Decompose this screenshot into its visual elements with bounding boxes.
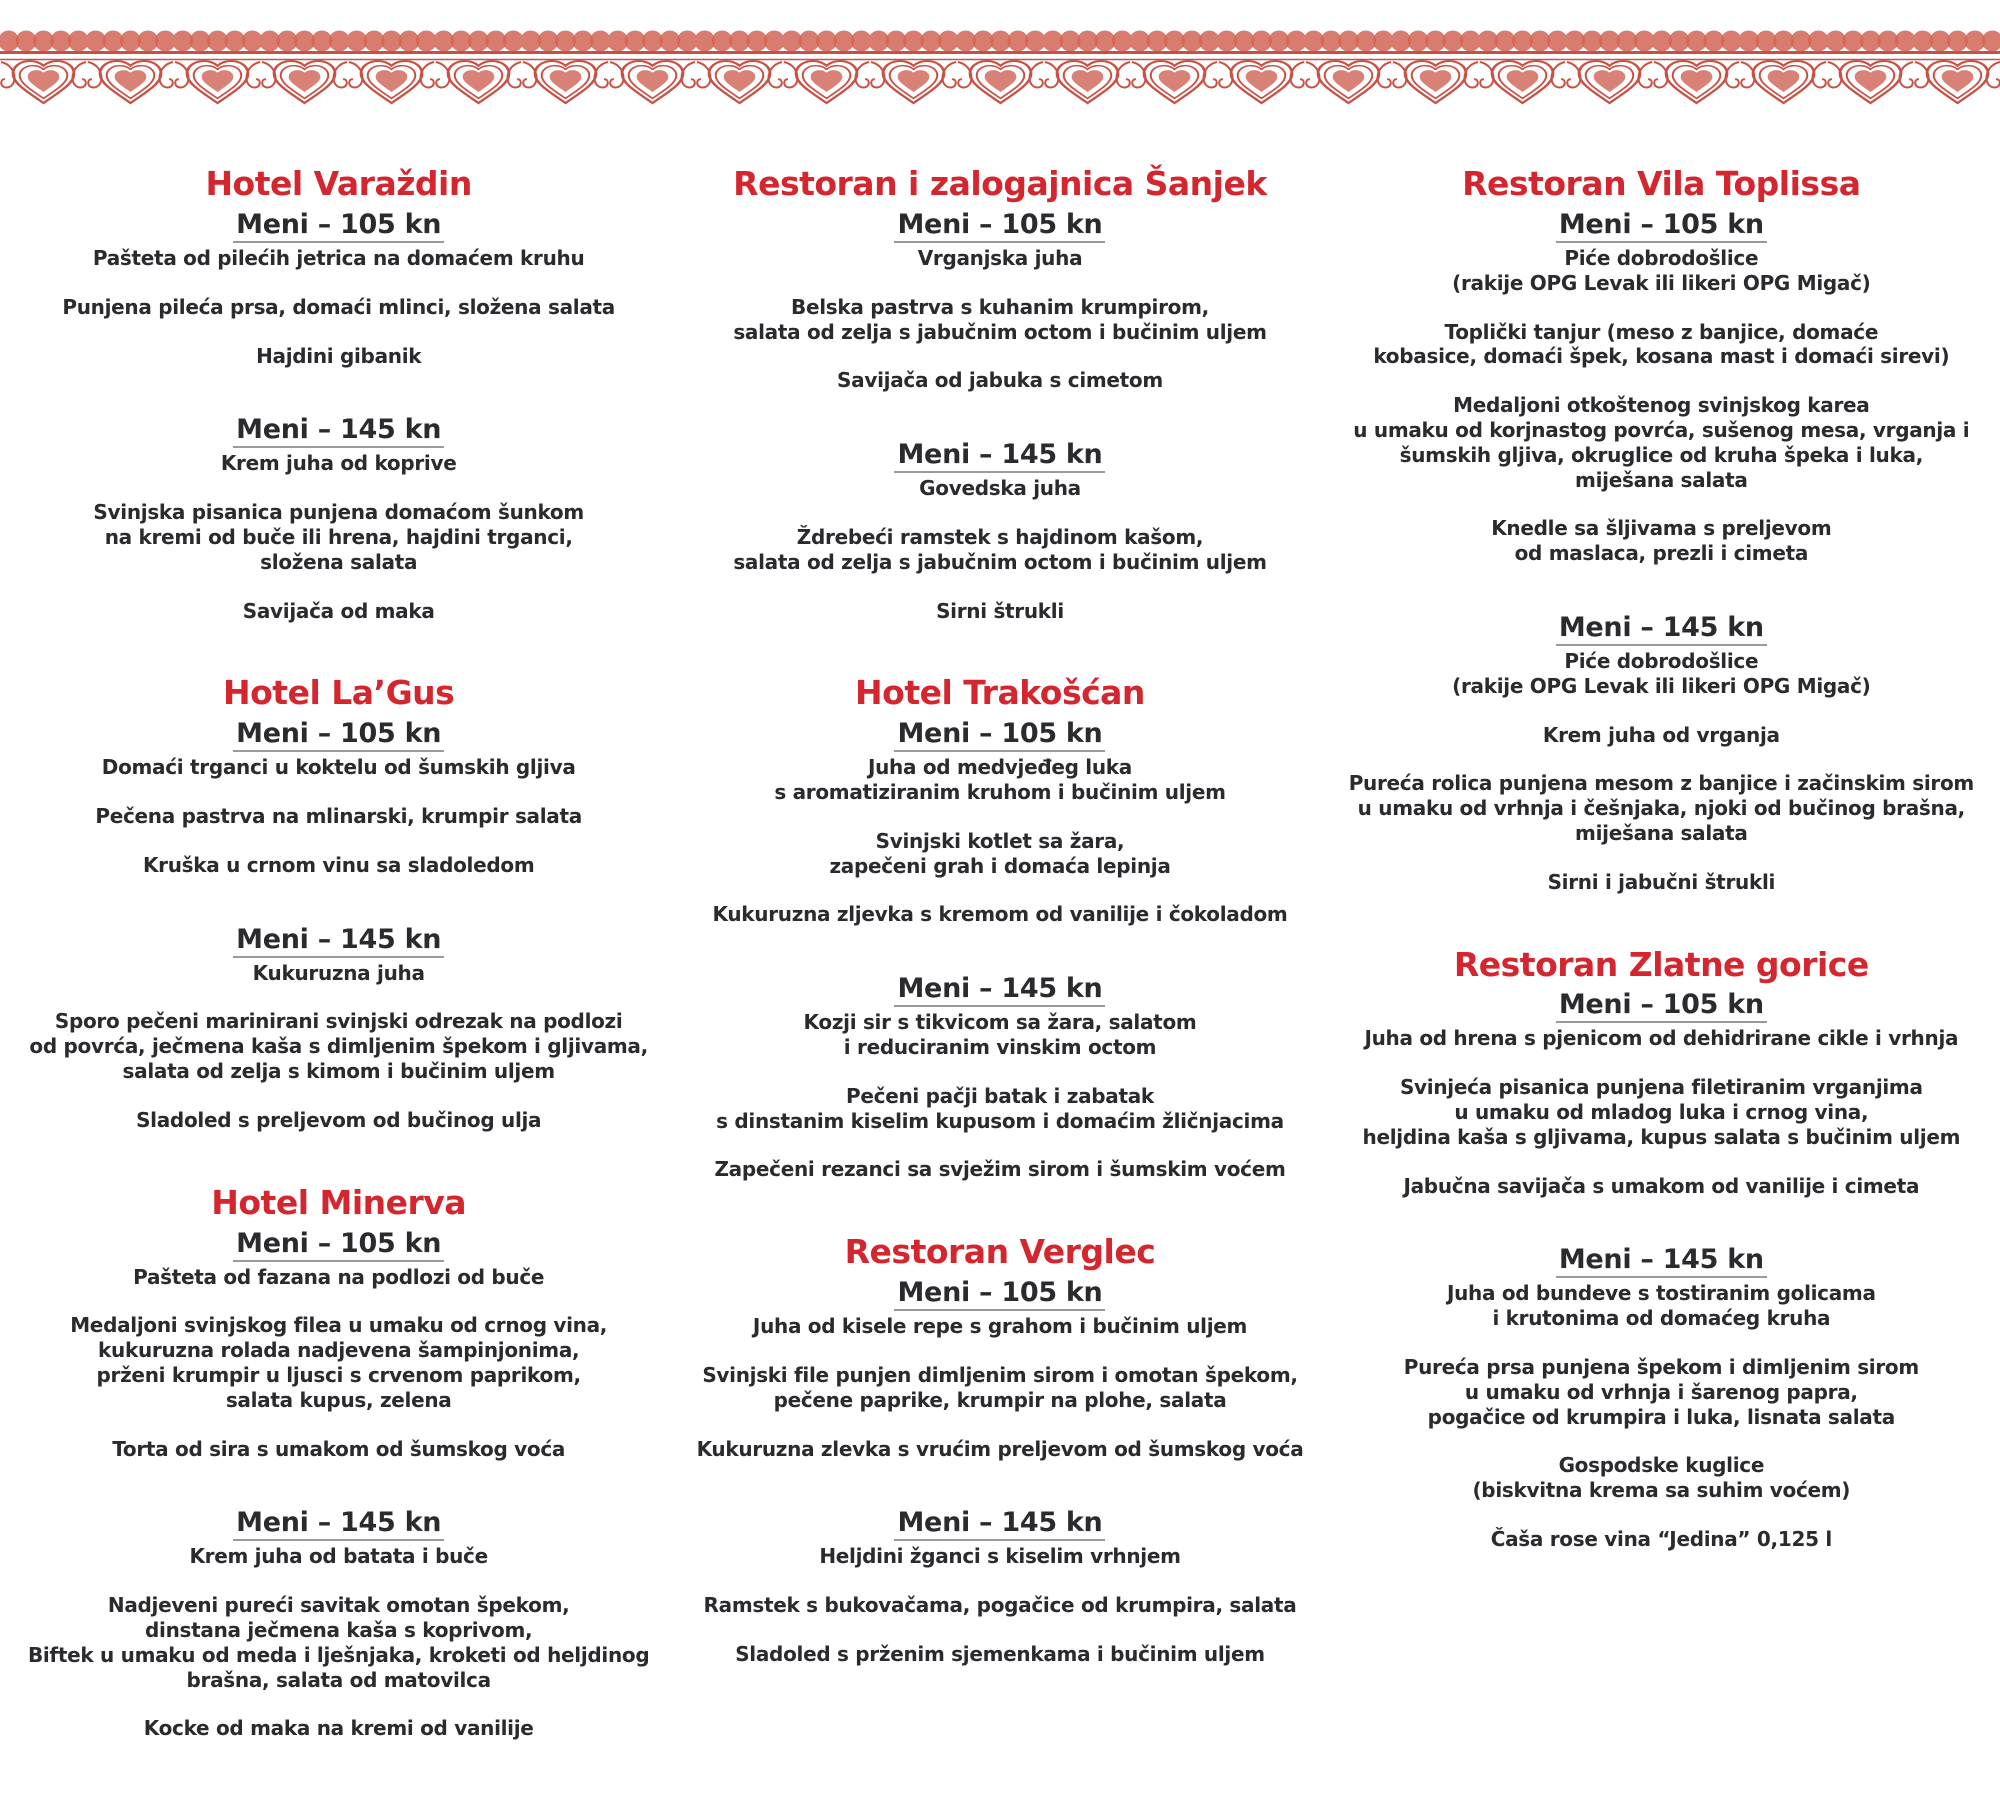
restaurant-section	[22, 675, 655, 1132]
menu-block	[22, 209, 655, 368]
menu-price-header	[1345, 612, 1978, 643]
dish-item: Kukuruzna zlevka s vrućim preljevom od šumskog voća	[696, 1436, 1304, 1461]
dish-item: Jabučna savijača s umakom od vanilije i cimeta	[1403, 1173, 1920, 1198]
dish-item: Sirni štrukli	[936, 598, 1064, 623]
dish-item: Kocke od maka na kremi od vanilije	[143, 1716, 534, 1741]
dish-item: Pureća prsa punjena špekom i dimljenim sirom u umaku od vrhnja i šarenog papra, pogačice od krumpira i luka, lisnata salata	[1403, 1355, 1919, 1429]
dish-item: Svinjeća pisanica punjena filetiranim vrganjima u umaku od mladog luka i crnog vina, heljdina kaša s gljivama, kupus salata s bučinim uljem	[1362, 1075, 1961, 1149]
dish-item: Svinjski file punjen dimljenim sirom i omotan špekom, pečene paprike, krumpir na plohe, salata	[702, 1363, 1298, 1412]
menu-price-label: Meni – 105 kn	[233, 209, 444, 243]
dish-item: Čaša rose vina “Jedina” 0,125 l	[1490, 1527, 1832, 1552]
dish-item: Sladoled s preljevom od bučinog ulja	[136, 1107, 542, 1132]
menu-price-label: Meni – 145 kn	[233, 1507, 444, 1541]
dish-item: Pureća rolica punjena mesom z banjice i začinskim sirom u umaku od vrhnja i češnjaka, njoki od bučinog brašna, miješana salata	[1348, 771, 1974, 845]
dish-item: Krem juha od batata i buče	[189, 1544, 488, 1569]
menu-price-label: Meni – 105 kn	[233, 718, 444, 752]
menu-price-label: Meni – 145 kn	[1556, 1244, 1767, 1278]
menu-price-header	[683, 718, 1316, 749]
menu-block	[22, 414, 655, 623]
restaurant-section	[683, 166, 1316, 623]
dish-item: Domaći trganci u koktelu od šumskih gljiva	[101, 755, 576, 780]
menu-block	[22, 718, 655, 877]
menu-price-header	[22, 1507, 655, 1538]
menu-block	[683, 1507, 1316, 1666]
dish-item: Piće dobrodošlice (rakije OPG Levak ili likeri OPG Migač)	[1452, 648, 1871, 698]
dish-item: Govedska juha	[919, 476, 1081, 501]
dish-item: Punjena pileća prsa, domaći mlinci, složena salata	[62, 294, 615, 319]
dish-item: Heljdini žganci s kiselim vrhnjem	[819, 1544, 1181, 1569]
menu-price-header	[22, 209, 655, 240]
menu-block	[1345, 209, 1978, 566]
menu-price-label: Meni – 105 kn	[894, 209, 1105, 243]
menu-price-header	[22, 414, 655, 445]
restaurant-section	[22, 1182, 655, 1742]
dish-item: Krem juha od koprive	[220, 451, 457, 476]
dish-item: Savijača od jabuka s cimetom	[837, 368, 1163, 393]
dish-item: Krem juha od vrganja	[1542, 722, 1780, 747]
restaurant-title: Restoran Vila Toplissa	[1462, 164, 1861, 203]
menu-block	[22, 924, 655, 1133]
menu-block	[1345, 989, 1978, 1198]
dish-item: Svinjski kotlet sa žara, zapečeni grah i domaća lepinja	[829, 828, 1171, 878]
dish-item: Medaljoni otkoštenog svinjskog karea u umaku od korjnastog povrća, sušenog mesa, vrganja i šumskih gljiva, okruglice od kruha špeka i luka, miješana salata	[1353, 393, 1970, 492]
dish-item: Kozji sir s tikvicom sa žara, salatom i reduciranim vinskim octom	[803, 1010, 1197, 1060]
dish-item: Kukuruzna zljevka s kremom od vanilije i čokoladom	[712, 902, 1288, 927]
menu-price-header	[683, 439, 1316, 470]
dish-item: Pečeni pačji batak i zabatak s dinstanim kiselim kupusom i domaćim žličnjacima	[716, 1083, 1284, 1133]
menu-column-1	[8, 110, 669, 1793]
menu-block	[683, 209, 1316, 393]
menu-price-label: Meni – 145 kn	[894, 1507, 1105, 1541]
dish-item: Sporo pečeni marinirani svinjski odrezak na podlozi od povrća, ječmena kaša s dimljenim špekom i gljivama, salata od zelja s kimom i bučinim uljem	[29, 1009, 648, 1084]
menu-price-label: Meni – 145 kn	[233, 414, 444, 448]
restaurant-title: Hotel La’Gus	[223, 673, 455, 713]
menu-price-label: Meni – 145 kn	[1556, 612, 1767, 646]
menu-block	[683, 439, 1316, 623]
dish-item: Kukuruzna juha	[252, 960, 425, 985]
menu-block	[1345, 612, 1978, 895]
dish-item: Gospodske kuglice (biskvitna krema sa suhim voćem)	[1472, 1453, 1851, 1503]
menu-price-label: Meni – 105 kn	[894, 718, 1105, 752]
restaurant-section	[1345, 166, 1978, 895]
dish-item: Juha od medvjeđeg luka s aromatiziranim kruhom i bučinim uljem	[774, 755, 1226, 805]
dish-item: Piće dobrodošlice (rakije OPG Levak ili likeri OPG Migač)	[1452, 245, 1871, 295]
dish-item: Sladoled s prženim sjemenkama i bučinim uljem	[735, 1641, 1265, 1666]
menu-price-label: Meni – 105 kn	[1556, 209, 1767, 243]
dish-item: Kruška u crnom vinu sa sladoledom	[142, 852, 535, 877]
dish-item: Pečena pastrva na mlinarski, krumpir salata	[95, 804, 582, 829]
folk-hearts-border	[0, 0, 2000, 110]
menu-block	[683, 718, 1316, 927]
menu-column-2	[669, 110, 1330, 1793]
menu-block	[683, 1277, 1316, 1461]
menu-block	[22, 1507, 655, 1741]
dish-item: Ramstek s bukovačama, pogačice od krumpira, salata	[703, 1593, 1297, 1618]
menu-price-header	[1345, 989, 1978, 1020]
menu-price-header	[683, 1277, 1316, 1308]
menu-block	[22, 1228, 655, 1462]
dish-item: Zapečeni rezanci sa svježim sirom i šumskim voćem	[714, 1157, 1286, 1182]
folk-hearts-border-svg	[0, 0, 2000, 110]
menu-price-label: Meni – 145 kn	[233, 924, 444, 958]
menu-price-label: Meni – 105 kn	[894, 1277, 1105, 1311]
dish-item: Torta od sira s umakom od šumskog voća	[112, 1436, 566, 1461]
restaurant-title: Hotel Minerva	[211, 1182, 467, 1222]
dish-item: Medaljoni svinjskog filea u umaku od crnog vina, kukuruzna rolada nadjevena šampinjonima, prženi krumpir u ljusci s crvenom paprikom, salata kupus, zelena	[70, 1313, 608, 1412]
menu-price-header	[22, 924, 655, 955]
dish-item: Svinjska pisanica punjena domaćom šunkom na kremi od buče ili hrena, hajdini trganci, složena salata	[93, 500, 584, 574]
dish-item: Sirni i jabučni štrukli	[1547, 869, 1776, 894]
dish-item: Ždrebeći ramstek s hajdinom kašom, salata od zelja s jabučnim octom i bučinim uljem	[733, 524, 1267, 574]
restaurant-section	[683, 675, 1316, 1182]
menu-price-header	[683, 209, 1316, 240]
dish-item: Hajdini gibanik	[256, 343, 422, 368]
dish-item: Juha od kisele repe s grahom i bučinim uljem	[752, 1314, 1248, 1339]
menu-price-header	[683, 1507, 1316, 1538]
menu-block	[683, 973, 1316, 1182]
menu-price-label: Meni – 105 kn	[233, 1228, 444, 1262]
restaurant-title: Restoran Zlatne gorice	[1453, 944, 1869, 984]
menu-price-header	[683, 973, 1316, 1004]
menu-columns	[0, 110, 2000, 1793]
menu-price-header	[1345, 1244, 1978, 1275]
restaurant-section	[683, 1234, 1316, 1667]
restaurant-title: Restoran i zalogajnica Šanjek	[733, 164, 1267, 203]
restaurant-title: Hotel Trakošćan	[855, 673, 1145, 713]
dish-item: Nadjeveni pureći savitak omotan špekom, dinstana ječmena kaša s koprivom, Biftek u umaku od meda i lješnjaka, kroketi od heljdinog brašna, salata od matovilca	[27, 1593, 650, 1692]
restaurant-section	[1345, 944, 1978, 1552]
dish-item: Vrganjska juha	[917, 245, 1083, 270]
restaurant-title: Hotel Varaždin	[205, 164, 472, 203]
menu-price-header	[22, 1228, 655, 1259]
menu-price-label: Meni – 145 kn	[894, 973, 1105, 1007]
dish-item: Savijača od maka	[242, 598, 435, 623]
menu-price-header	[22, 718, 655, 749]
menu-price-label: Meni – 105 kn	[1556, 989, 1767, 1023]
dish-item: Pašteta od fazana na podlozi od buče	[133, 1264, 545, 1289]
dish-item: Knedle sa šljivama s preljevom od maslaca, prezli i cimeta	[1491, 516, 1832, 566]
menu-column-3	[1331, 110, 1992, 1793]
dish-item: Toplički tanjur (meso z banjice, domaće kobasice, domaći špek, kosana mast i domaći sirevi)	[1373, 319, 1950, 369]
menu-block	[1345, 1244, 1978, 1551]
dish-item: Pašteta od pilećih jetrica na domaćem kruhu	[92, 245, 585, 270]
dish-item: Juha od hrena s pjenicom od dehidrirane cikle i vrhnja	[1364, 1026, 1959, 1051]
restaurant-section	[22, 166, 655, 623]
menu-price-label: Meni – 145 kn	[894, 439, 1105, 473]
dish-item: Belska pastrva s kuhanim krumpirom, salata od zelja s jabučnim octom i bučinim uljem	[733, 294, 1267, 344]
dish-item: Juha od bundeve s tostiranim golicama i krutonima od domaćeg kruha	[1446, 1281, 1876, 1331]
menu-price-header	[1345, 209, 1978, 240]
restaurant-title: Restoran Verglec	[844, 1232, 1156, 1272]
